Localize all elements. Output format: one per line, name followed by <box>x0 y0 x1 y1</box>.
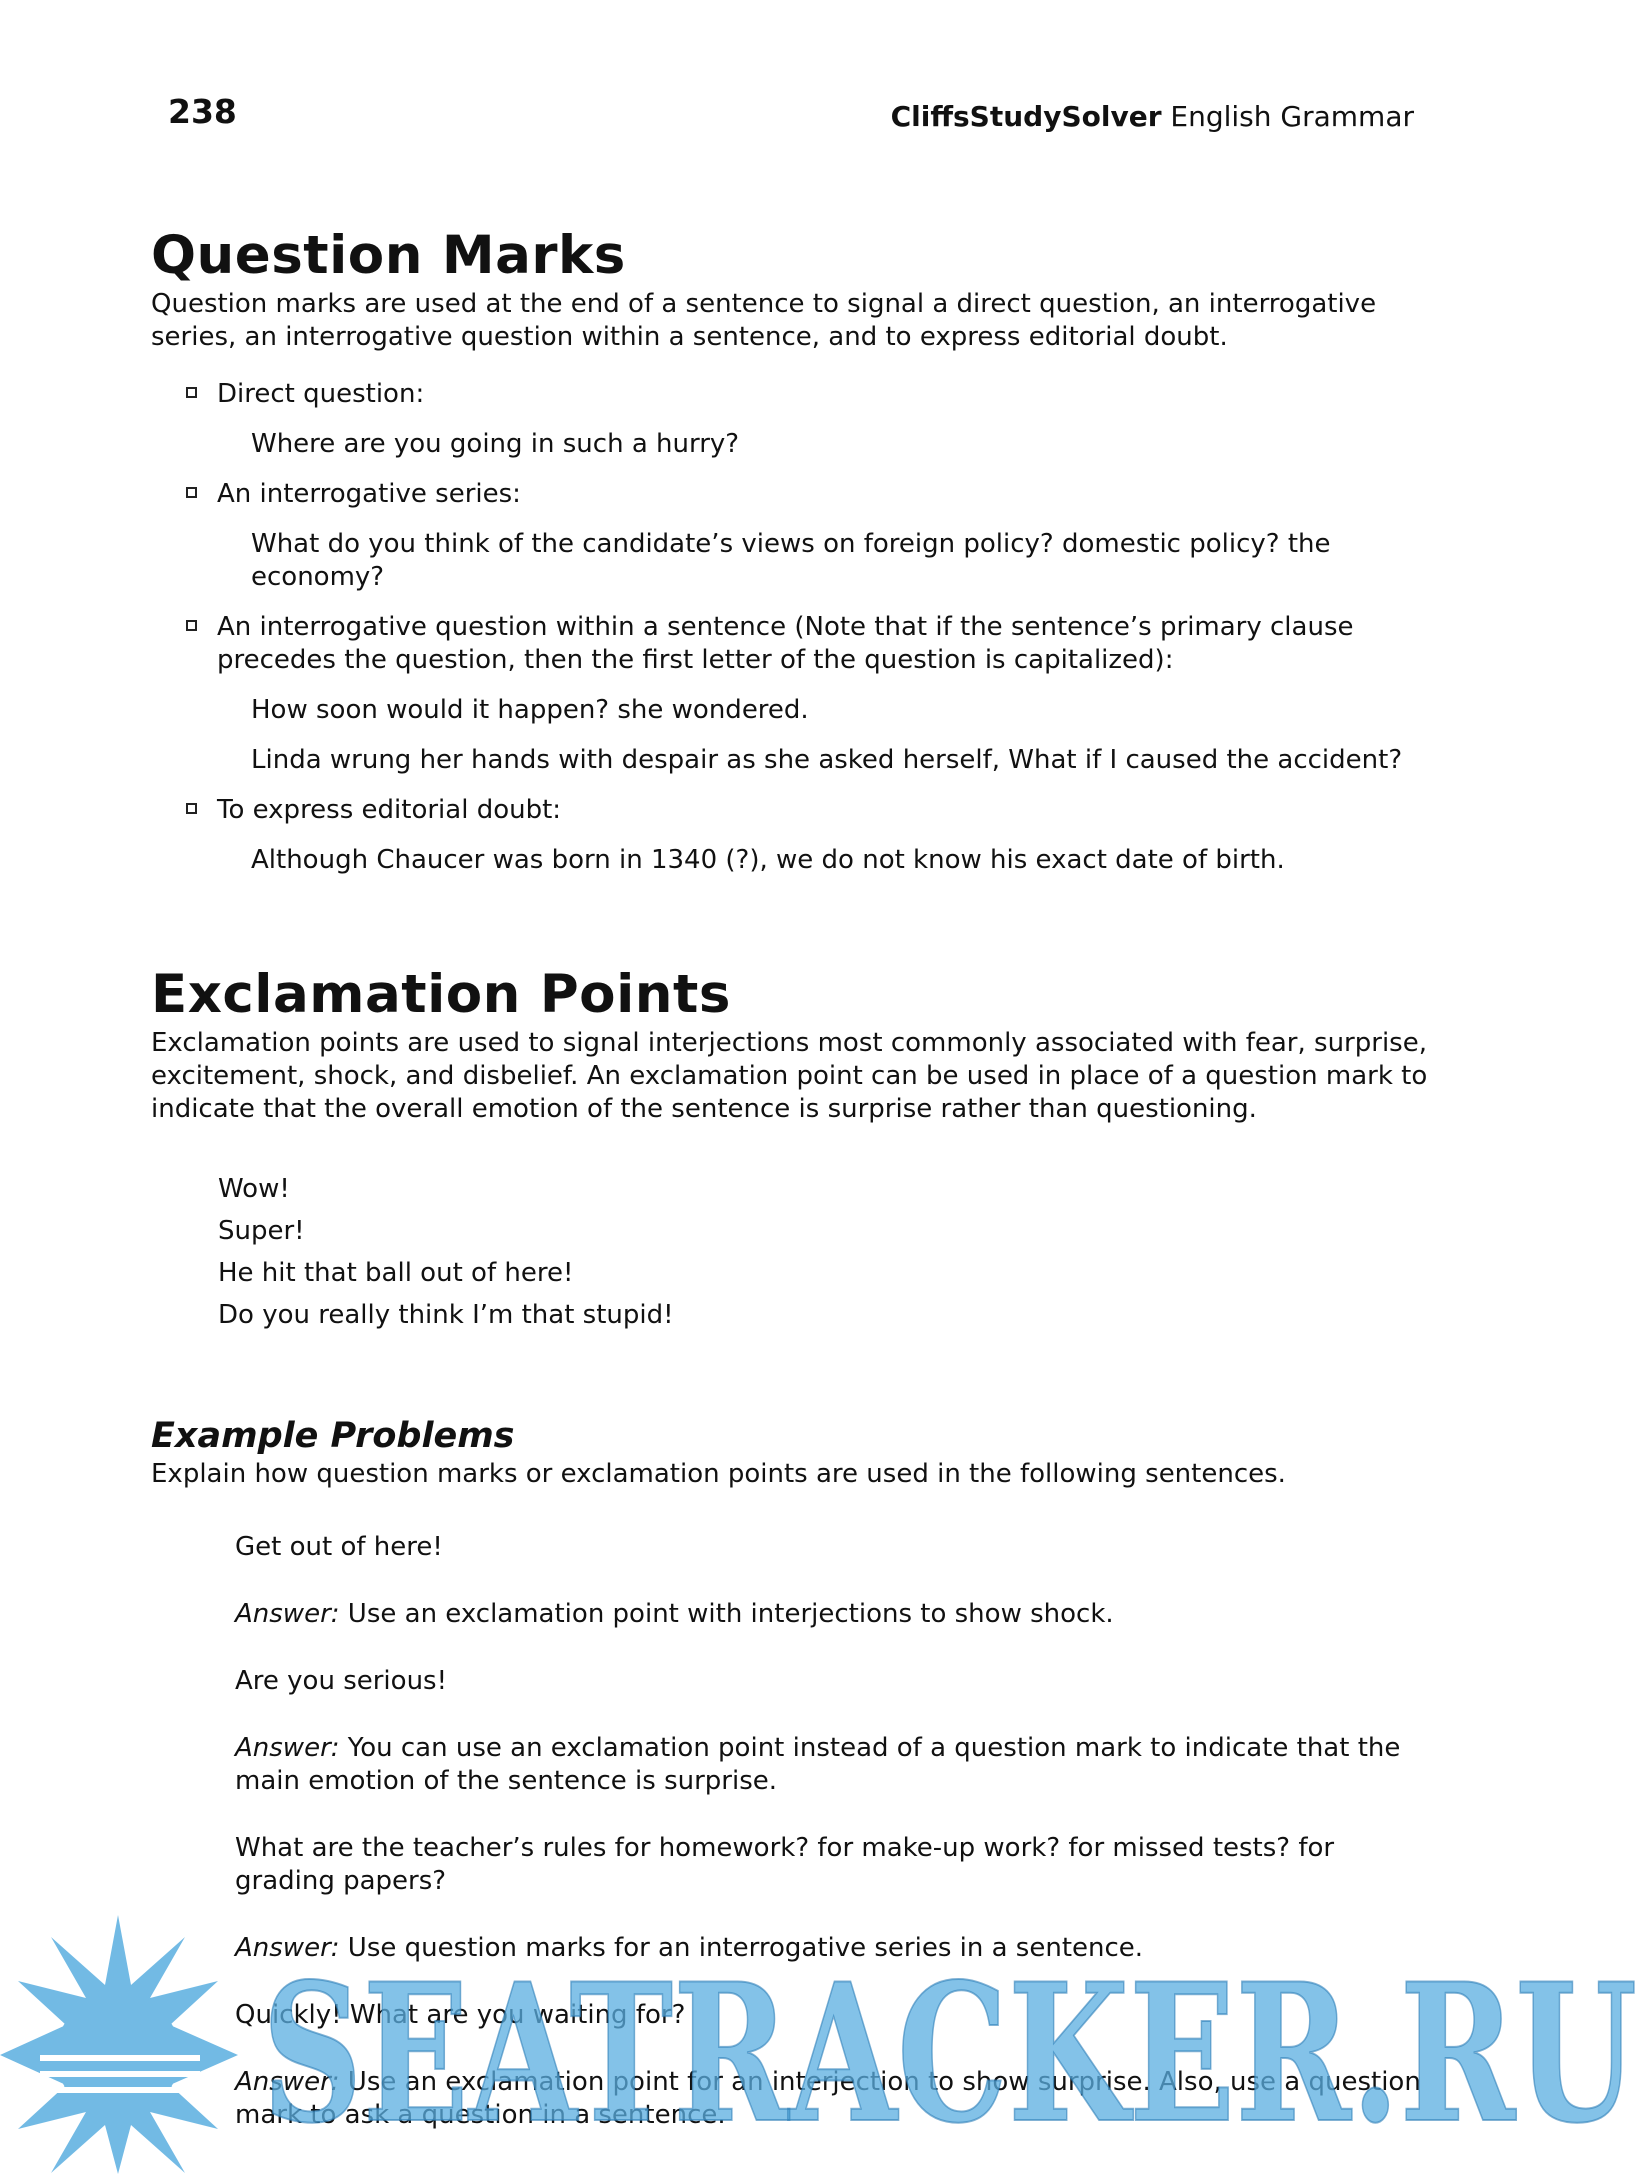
sun-logo-icon <box>0 1915 238 2174</box>
content <box>151 224 1441 2166</box>
watermark <box>0 1915 1650 2174</box>
answer-label: Answer: <box>235 1599 340 1629</box>
example-problems-heading: Example Problems <box>151 1416 515 1456</box>
watermark-text: SEATRACKER.RU <box>262 1942 1637 2165</box>
problem-answer: Answer: You can use an exclamation point instead of a question mark to indicate that the main emotion of the sentence is surprise. <box>235 1733 1401 1796</box>
exclamation-examples <box>151 1168 1441 1336</box>
example-sentence: Although Chaucer was born in 1340 (?), we do not know his exact date of birth. <box>251 845 1285 875</box>
bullet-interrogative-within-sentence: An interrogative question within a sentence (Note that if the sentence’s primary clause precedes the question, then the first letter of the question is capitalized): <box>151 611 1441 677</box>
problem-answer: Answer: Use an exclamation point for an interjection to show surprise. Also, use a question mark to ask a question in a sentence. <box>235 2067 1421 2130</box>
exclamation-intro: Exclamation points are used to signal interjections most commonly associated with fear, surprise, excitement, shock, and disbelief. An exclamation point can be used in place of a question mark to indicate that the overall emotion of the sentence is surprise rather than questioning. <box>151 1028 1428 1124</box>
series-brand: CliffsStudySolver <box>890 100 1162 133</box>
bullet-editorial-doubt: To express editorial doubt: <box>151 794 1441 827</box>
exclamation-section <box>151 963 1441 1336</box>
problem-question: Are you serious! <box>235 1666 448 1696</box>
example-problems-intro: Explain how question marks or exclamation points are used in the following sentences. <box>151 1459 1286 1489</box>
exclamation-example: Do you really think I’m that stupid! <box>218 1300 674 1330</box>
exclamation-example: He hit that ball out of here! <box>218 1258 574 1288</box>
problem-question: What are the teacher’s rules for homework? for make-up work? for missed tests? for grading papers? <box>235 1833 1335 1896</box>
problem-question: Quickly! What are you waiting for? <box>235 2000 686 2030</box>
question-marks-intro: Question marks are used at the end of a sentence to signal a direct question, an interrogative series, an interrogative question within a sentence, and to express editorial doubt. <box>151 289 1377 352</box>
answer-label: Answer: <box>235 1733 340 1763</box>
answer-label: Answer: <box>235 1933 340 1963</box>
answer-label: Answer: <box>235 2067 340 2097</box>
problem-question: Get out of here! <box>235 1532 443 1562</box>
exclamation-example: Wow! <box>218 1174 290 1204</box>
checkbox-bullet-icon <box>186 487 197 498</box>
running-header <box>891 100 1414 133</box>
example-sentence: What do you think of the candidate’s views on foreign policy? domestic policy? the economy? <box>251 529 1331 592</box>
exclamation-example: Super! <box>218 1216 305 1246</box>
checkbox-bullet-icon <box>186 803 197 814</box>
section-heading-exclamation-points: Exclamation Points <box>151 964 731 1025</box>
example-sentence: Where are you going in such a hurry? <box>251 429 740 459</box>
checkbox-bullet-icon <box>186 620 197 631</box>
example-sentence: Linda wrung her hands with despair as she asked herself, What if I caused the accident? <box>251 745 1403 775</box>
problem-answer: Answer: Use question marks for an interrogative series in a sentence. <box>235 1933 1144 1963</box>
example-sentence: How soon would it happen? she wondered. <box>251 695 809 725</box>
bullet-interrogative-series: An interrogative series: <box>151 478 1441 511</box>
bullet-direct-question: Direct question: <box>151 378 1441 411</box>
question-marks-bullets <box>151 378 1441 877</box>
section-heading-question-marks: Question Marks <box>151 225 626 286</box>
problem-answer: Answer: Use an exclamation point with interjections to show shock. <box>235 1599 1114 1629</box>
page-number: 238 <box>168 92 237 131</box>
checkbox-bullet-icon <box>186 387 197 398</box>
book-title: English Grammar <box>1170 100 1414 133</box>
